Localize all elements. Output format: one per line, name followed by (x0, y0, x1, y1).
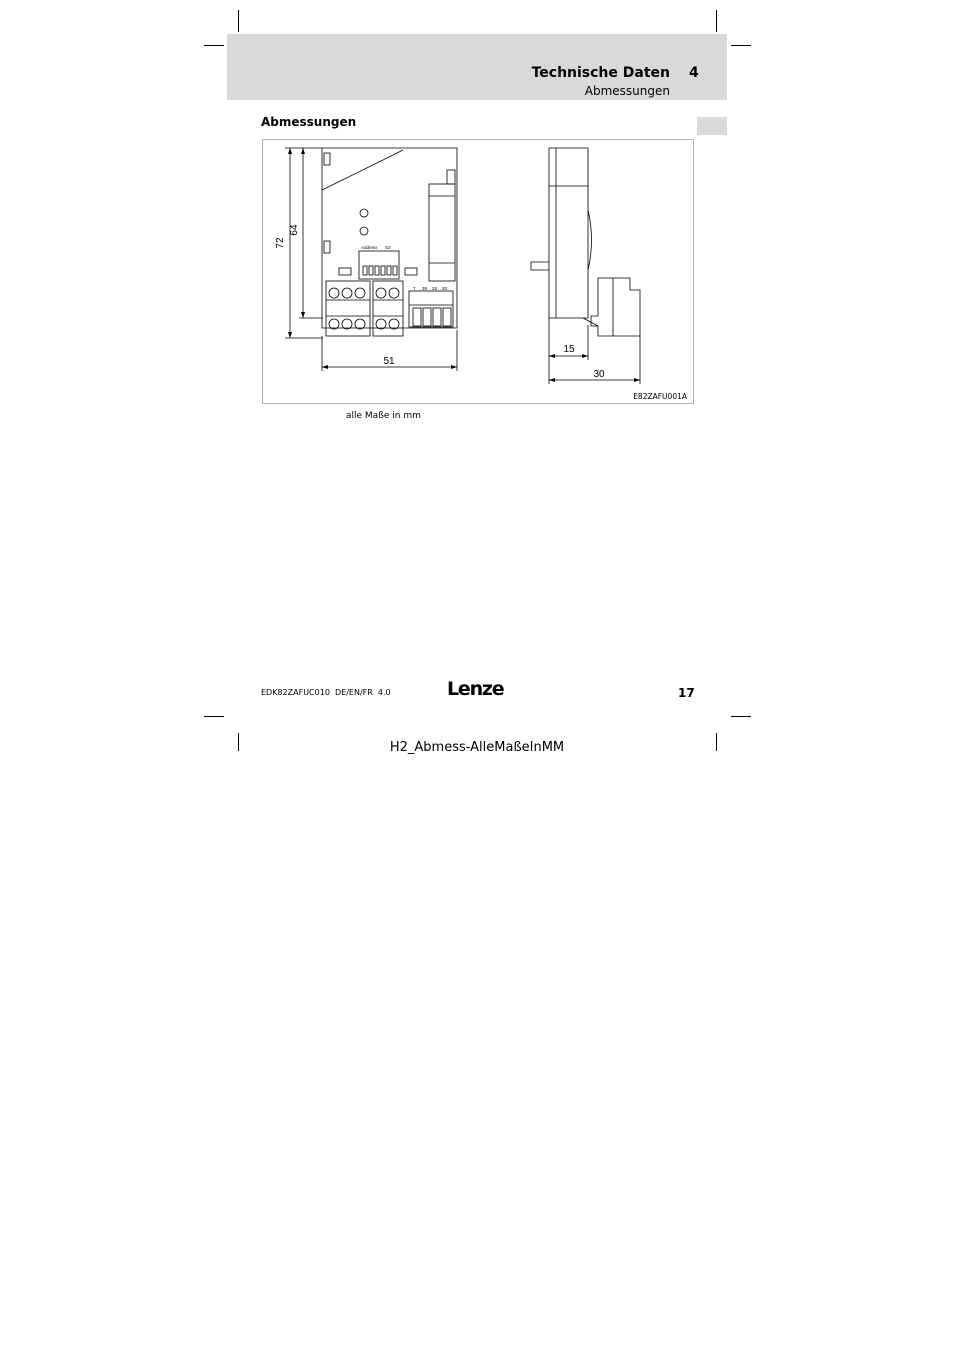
switch-label: S2 (385, 245, 391, 250)
led-2 (360, 227, 368, 235)
dimension-arrows (288, 148, 640, 382)
terminal-label-3: 28 (432, 286, 438, 291)
screw-terminals (329, 288, 451, 329)
front-housing-outline (322, 148, 457, 328)
led-1 (360, 209, 368, 217)
crop-mark-top-left-h (204, 45, 224, 46)
side-housing-outline (549, 148, 588, 318)
front-slot-mid (324, 241, 330, 253)
lenze-logo: Lenze (447, 678, 504, 700)
front-housing-curve (322, 150, 403, 190)
crop-mark-top-right-v (716, 10, 717, 32)
terminal-label-4: 20 (442, 286, 448, 291)
address-label: Address (361, 245, 378, 250)
footer-page-number: 17 (678, 686, 695, 700)
side-clip (531, 262, 549, 270)
dim-64-label: 64 (289, 224, 300, 236)
dim-15-label: 15 (563, 344, 575, 355)
crop-mark-top-left-v (238, 10, 239, 32)
dim-51-label: 51 (383, 356, 395, 367)
dip-switches (363, 266, 397, 275)
chapter-title: Technische Daten (531, 65, 670, 81)
slug-line: H2_Abmess-AlleMaßeInMM (389, 740, 565, 755)
chapter-number: 4 (689, 65, 699, 81)
crop-mark-bottom-right-h (731, 716, 751, 717)
plug-module (429, 184, 455, 281)
dimension-drawing (262, 139, 694, 404)
terminal-label-2: 39 (422, 286, 428, 291)
chapter-subtitle: Abmessungen (584, 84, 670, 98)
chapter-side-tab (697, 117, 727, 135)
side-terminal (591, 278, 640, 336)
dimension-drawing-svg (263, 140, 695, 405)
figure-code: E82ZAFU001A (633, 392, 687, 401)
crop-mark-top-right-h (731, 45, 751, 46)
front-slot-top (324, 153, 330, 165)
section-title: Abmessungen (261, 115, 357, 129)
dim-30-label: 30 (593, 369, 605, 380)
figure-caption: alle Maße in mm (346, 411, 421, 421)
crop-mark-bottom-left-h (204, 716, 224, 717)
terminal-label-1: 7 (413, 286, 416, 291)
footer-document-id: EDK82ZAFUC010 DE/EN/FR 4.0 (261, 688, 391, 697)
dim-72-label: 72 (275, 237, 286, 249)
